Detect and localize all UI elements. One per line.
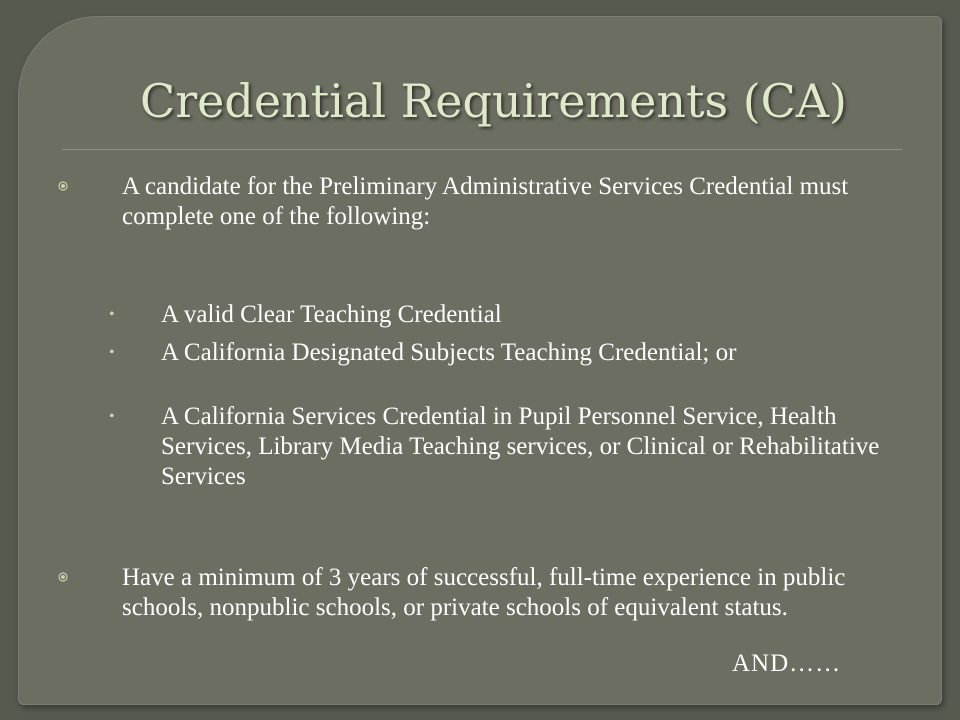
closing-text: AND…… [732,650,842,677]
bullet-item-2 [122,563,862,623]
sub-bullet-text: A California Services Credential in Pupil Personnel Service, Health Services, Library Media Teaching services, or Clinical or Rehabilitative Services [161,403,880,490]
circle-dot-icon [58,181,68,191]
bullet-text: Have a minimum of 3 years of successful, full-time experience in public schools, nonpublic schools, or private schools of equivalent status. [122,564,846,621]
bullet-dot-icon: • [109,306,115,323]
bullet-item-1 [122,172,862,232]
sub-bullet-item-2 [109,338,901,368]
bullet-dot-icon: • [109,344,115,361]
slide-title: Credential Requirements (CA) [140,74,848,128]
bullet-dot-icon: • [109,408,115,425]
bullet-text: A candidate for the Preliminary Administrative Services Credential must complete one of the following: [122,173,849,230]
sub-bullet-text: A valid Clear Teaching Credential [161,301,502,328]
sub-bullet-text: A California Designated Subjects Teaching Credential; or [161,339,737,366]
sub-bullet-item-3 [109,402,901,492]
circle-dot-icon [58,572,68,582]
sub-bullet-item-1 [109,300,901,330]
